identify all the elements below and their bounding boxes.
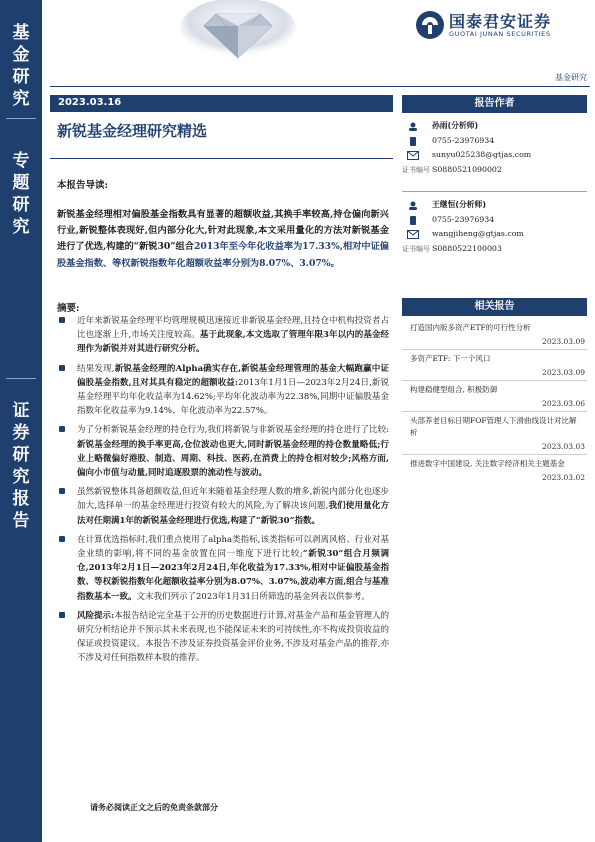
- related-report-date: 2023.03.06: [542, 399, 585, 408]
- related-report-title[interactable]: 构建稳健型组合, 积极防御: [410, 385, 498, 394]
- author-phone: 0755-23976934: [432, 214, 495, 224]
- bullet-icon: [59, 317, 65, 323]
- report-date: 2023.03.16: [58, 97, 122, 108]
- cert-label: 证书编号: [402, 244, 430, 253]
- bullet-icon: [59, 488, 65, 494]
- disclaimer-footer: 请务必阅读正文之后的免责条款部分: [90, 802, 218, 812]
- abstract-text-1: 新锐基金经理相对偏股基金指数具有显著的超额收益,其换手率较高,持仓偏向新兴行业,新锐整体表现好,但内部分化大,针对此现象,本文采用量化的方法对新锐基金进行了优选,构建的“新锐30”组合: [57, 209, 389, 253]
- person-icon: [407, 201, 419, 210]
- author-cert: S0880521090002: [432, 164, 502, 174]
- bullet-icon: [59, 365, 65, 371]
- sidebar-divider: [6, 378, 36, 379]
- related-report-date: 2023.03.03: [542, 442, 585, 451]
- author-name: 孙雨(分析师): [432, 121, 479, 130]
- bullet-icon: [59, 426, 65, 432]
- related-reports-list: [402, 320, 587, 484]
- list-item: 虽然新锐整体具备超额收益,但近年来随着基金经理人数的增多,新锐内部分化也逐步加大,选择单一的基金经理进行投资有较大的风险,为了解决该问题,我们使用量化方法对任期满1年的新锐基金经理进行优选,构建了“新锐30”指数。: [57, 485, 389, 528]
- right-column: [402, 95, 587, 484]
- list-item: 风险提示:本报告结论完全基于公开的历史数据进行计算,对基金产品和基金管理人的研究分析结论并不预示其未来表现,也不能保证未来的可持续性,亦不构成投资收益的保证或投资建议。本报告不涉及证券投资基金评价业务,不涉及对基金产品的推荐,亦不涉及对任何指数样本股的推荐。: [57, 609, 389, 666]
- related-report-date: 2023.03.09: [542, 337, 585, 346]
- guide-label: 本报告导读:: [57, 180, 109, 191]
- author-phone: 0755-23976934: [432, 135, 495, 145]
- authors-heading: 报告作者: [402, 95, 587, 113]
- phone-icon: [407, 137, 419, 146]
- email-icon: [407, 151, 419, 160]
- list-item: 为了分析新锐基金经理的持仓行为,我们将新锐与非新锐基金经理的持仓进行了比较:新锐基金经理的换手率更高,仓位波动也更大,同时新锐基金经理的持仓数量略低;行业上略微偏好港股、制造、周期、科技、医药,在消费上的持仓相对较少;风格方面,偏向小市值与动量,同时追逐股票的流动性与波动。: [57, 423, 389, 480]
- logo-english-name: GUOTAI JUNAN SECURITIES: [449, 30, 551, 38]
- author-email[interactable]: wangjiheng@gtjas.com: [432, 229, 524, 238]
- person-icon: [407, 122, 419, 131]
- author-email[interactable]: sunyu025238@gtjas.com: [432, 150, 532, 159]
- related-report-title[interactable]: 打造国内版多资产ETF的可行性分析: [410, 323, 531, 332]
- phone-icon: [407, 216, 419, 225]
- related-divider: [402, 380, 587, 381]
- abstract-paragraph: [57, 207, 389, 272]
- sidebar-section-securities-report: 证 券 研 究 报 告: [12, 401, 30, 531]
- related-report-date: 2023.03.09: [542, 368, 585, 377]
- author-cert: S0880522100003: [432, 243, 502, 253]
- sidebar-divider: [6, 118, 36, 119]
- list-item: 结果发现,新锐基金经理的Alpha确实存在,新锐基金经理管理的基金大幅跑赢中证偏股基金指数,且对其具有稳定的超额收益:2013年1月1日—2023年2月24日,新锐基金经理平均年化收益率为14.62%;平均年化波动率为22.38%,同期中证偏股基金指数年化收益率为9.14%、年化波动率为22.57%。: [57, 362, 389, 419]
- list-item: 近年来新锐基金经理平均管理规模迅速接近非新锐基金经理,且持仓中机构投资者占比也逐渐上升,市场关注度较高。基于此现象,本文选取了管理年限3年以内的基金经理作为新锐并对其进行研究分析。: [57, 314, 389, 357]
- bullet-icon: [59, 536, 65, 542]
- author-card: [402, 198, 587, 268]
- related-divider: [402, 349, 587, 350]
- related-reports-heading: 相关报告: [402, 298, 587, 316]
- abstract-text-2: 2013年至今年化收益率为17.33%,相对中证偏股基金指数、等权新锐指数年化超额收益率分别为8.07%、3.07%。: [57, 241, 389, 269]
- company-logo: [415, 8, 590, 42]
- cert-label: 证书编号: [402, 165, 430, 174]
- related-report-date: 2023.03.02: [542, 473, 585, 482]
- report-category-tag: 基金研究: [555, 73, 587, 82]
- related-divider: [402, 454, 587, 455]
- email-icon: [407, 230, 419, 239]
- title-divider: [50, 158, 393, 159]
- list-item: 在计算优选指标时,我们重点使用了alpha类指标,该类指标可以剥离风格、行业对基金业绩的影响,将不同的基金放置在同一维度下进行比较;“新锐30”组合月频调仓,2013年2月1日—2023年2月24日,年化收益为17.33%,相对中证偏股基金指数、等权新锐指数年化超额收益率分别为8.07%、3.07%,波动率方面,组合与基准指数基本一致。文末我们列示了2023年1月31日所筛选的基金列表以供参考。: [57, 533, 389, 604]
- gtja-logo-icon: [415, 10, 445, 40]
- related-report-title[interactable]: 头部养老目标日期FOF管理人下滑曲线设计对比解析: [410, 416, 577, 437]
- summary-bullets: [57, 314, 389, 671]
- header-rule: [50, 86, 590, 87]
- related-report-title[interactable]: 多资产ETF: 下一个风口: [410, 354, 491, 363]
- report-title: 新锐基金经理研究精选: [57, 122, 208, 140]
- related-report-title[interactable]: 推进数字中国建设, 关注数字经济相关主题基金: [410, 459, 565, 468]
- sidebar-section-fund-research: 基 金 研 究: [12, 23, 30, 109]
- related-divider: [402, 411, 587, 412]
- author-name: 王继恒(分析师): [432, 200, 486, 209]
- summary-label: 摘要:: [57, 303, 80, 314]
- author-card: [402, 119, 587, 189]
- bullet-icon: [59, 612, 65, 618]
- author-divider: [402, 191, 587, 192]
- diamond-decoration-icon: [178, 0, 298, 66]
- sidebar-section-special-research: 专 题 研 究: [12, 151, 30, 237]
- logo-chinese-name: 国泰君安证券: [449, 12, 552, 31]
